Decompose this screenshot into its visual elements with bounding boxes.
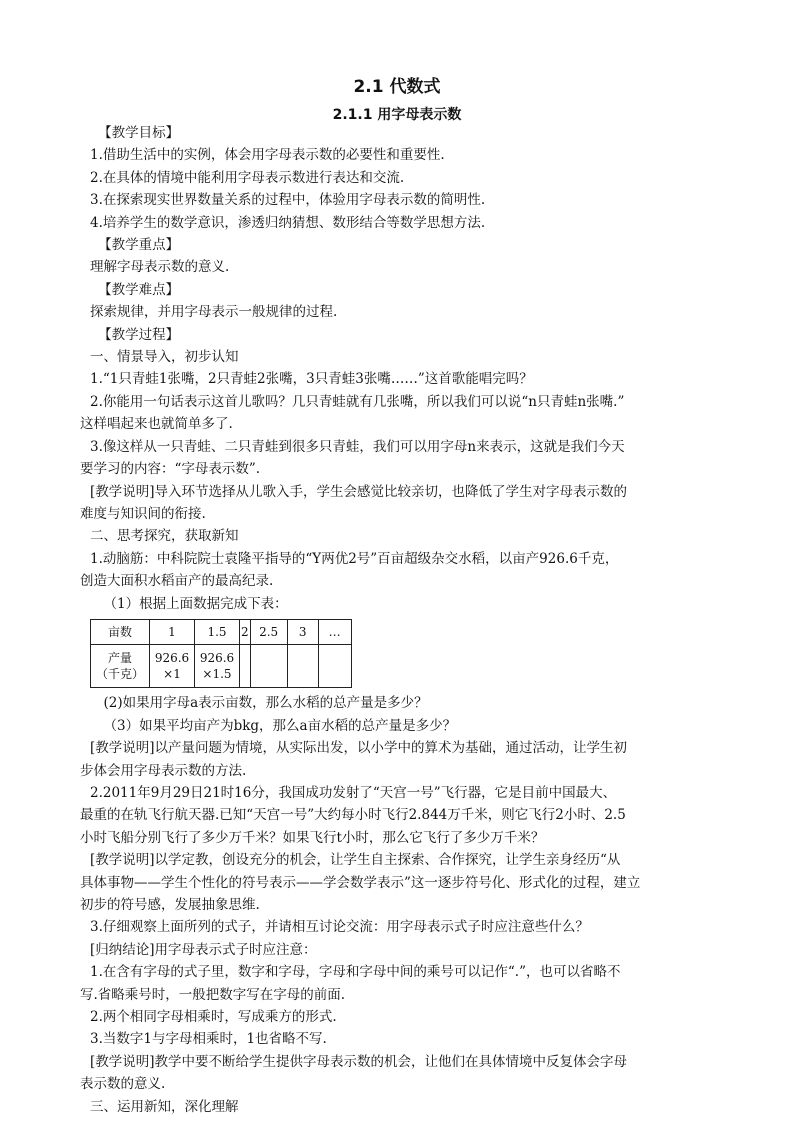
- document-subtitle: 2.1.1 用字母表示数: [332, 107, 462, 123]
- paragraph: 3.像这样从一只青蛙、二只青蛙到很多只青蛙，我们可以用字母n来表示，这就是我们今天: [90, 438, 625, 455]
- table-cell: 1.5: [195, 619, 240, 644]
- key-text: 理解字母表示数的意义.: [90, 259, 230, 276]
- question: (2)如果用字母a表示亩数，那么水稻的总产量是多少？: [103, 695, 428, 712]
- paragraph: 要学习的内容：“字母表示数”.: [80, 461, 261, 478]
- paragraph: 创造大面积水稻亩产的最高纪录.: [80, 573, 274, 590]
- teaching-note: 具体事物——学生个性化的符号表示——学会数学表示”这一逐步符号化、形式化的过程，建立: [80, 874, 641, 891]
- table-row: [91, 619, 352, 644]
- table-cell: [150, 645, 195, 688]
- table-cell: [91, 645, 150, 688]
- table-cell: 1: [150, 619, 195, 644]
- table-cell: 2.5: [250, 619, 287, 644]
- goal-item: 3.在探索现实世界数量关系的过程中，体验用字母表示数的简明性.: [90, 192, 486, 209]
- table-cell: [240, 645, 251, 688]
- difficult-heading: 【教学难点】: [98, 281, 180, 298]
- teaching-note: [教学说明]以学定教，创设充分的机会，让学生自主探索、合作探究，让学生亲身经历“从: [90, 852, 621, 869]
- teaching-note: 难度与知识间的衔接.: [80, 505, 206, 522]
- paragraph: 2.2011年9月29日21时16分，我国成功发射了“天宫一号”飞行器，它是目前中国最大、: [90, 784, 617, 801]
- cell-line: （千克）: [95, 667, 144, 682]
- goal-item: 2.在具体的情境中能利用字母表示数进行表达和交流.: [90, 169, 405, 186]
- paragraph: 3.仔细观察上面所列的式子，并请相互讨论交流：用字母表示式子时应注意些什么？: [90, 919, 589, 936]
- paragraph: 这样唱起来也就简单多了.: [80, 416, 233, 433]
- difficult-text: 探索规律，并用字母表示一般规律的过程.: [90, 304, 338, 321]
- paragraph: 2.你能用一句话表示这首儿歌吗？几只青蛙就有几张嘴，所以我们可以说“n只青蛙n张嘴.”: [90, 393, 625, 410]
- paragraph: 最重的在轨飞行航天器.已知“天宫一号”大约每小时飞行2.844万千米，则它飞行2小时、2.5: [80, 807, 626, 824]
- question: （3）如果平均亩产为bkg，那么a亩水稻的总产量是多少？: [103, 717, 457, 734]
- table-cell: [250, 645, 287, 688]
- table-cell: [195, 645, 240, 688]
- document-body: [80, 122, 730, 1118]
- teaching-note: [教学说明]教学中要不断给学生提供字母表示数的机会，让他们在具体情境中反复体会字母: [90, 1053, 628, 1070]
- cell-line: 926.6: [199, 651, 235, 666]
- table-cell: 3: [287, 619, 318, 644]
- cell-line: ×1.5: [202, 667, 232, 682]
- table-row: [91, 645, 352, 688]
- teaching-note: [教学说明]以产量问题为情境，从实际出发，以小学中的算术为基础，通过活动，让学生初: [90, 740, 628, 757]
- table-cell: [318, 645, 351, 688]
- table-cell: …: [318, 619, 351, 644]
- teaching-note: 步体会用字母表示数的方法.: [80, 762, 247, 779]
- table-cell: [287, 645, 318, 688]
- goal-item: 4.培养学生的数学意识，渗透归纳猜想、数形结合等数学思想方法.: [90, 214, 486, 231]
- paragraph: 1.“1只青蛙1张嘴，2只青蛙2张嘴，3只青蛙3张嘴……”这首歌能唱完吗？: [90, 371, 533, 388]
- cell-line: 产量: [107, 651, 132, 666]
- teaching-note: [教学说明]导入环节选择从儿歌入手，学生会感觉比较亲切，也降低了学生对字母表示数的: [90, 483, 628, 500]
- conclusion-heading: [归纳结论]用字母表示式子时应注意：: [90, 941, 317, 958]
- document-title: 2.1 代数式: [353, 77, 441, 97]
- question: （1）根据上面数据完成下表：: [103, 595, 288, 612]
- conclusion-item: 2.两个相同字母相乘时，写成乘方的形式.: [90, 1009, 337, 1026]
- table-cell: 2: [240, 619, 251, 644]
- cell-line: ×1: [163, 667, 181, 682]
- conclusion-item: 3.当数字1与字母相乘时，1也省略不写.: [90, 1031, 327, 1048]
- part3-heading: 三、运用新知，深化理解: [90, 1098, 239, 1115]
- cell-line: 926.6: [154, 651, 190, 666]
- part1-heading: 一、情景导入，初步认知: [90, 349, 239, 366]
- teaching-note: 表示数的意义.: [80, 1076, 166, 1093]
- table-cell: 亩数: [91, 619, 150, 644]
- key-heading: 【教学重点】: [98, 237, 180, 254]
- teaching-note: 初步的符号感，发展抽象思维.: [80, 897, 260, 913]
- paragraph: 1.动脑筋：中科院院士袁隆平指导的“Y两优2号”百亩超级杂交水稻，以亩产926.6千克，: [90, 550, 619, 567]
- conclusion-item: 1.在含有字母的式子里，数字和字母，字母和字母中间的乘号可以记作“.”，也可以省略不: [90, 964, 621, 981]
- conclusion-item: 写.省略乘号时，一般把数字写在字母的前面.: [80, 986, 346, 1003]
- part2-heading: 二、思考探究，获取新知: [90, 528, 239, 545]
- process-heading: 【教学过程】: [98, 326, 180, 343]
- goals-heading: 【教学目标】: [98, 125, 180, 141]
- data-table: [90, 619, 352, 688]
- goal-item: 1.借助生活中的实例，体会用字母表示数的必要性和重要性.: [90, 147, 445, 164]
- paragraph: 小时飞船分别飞行了多少万千米？如果飞行t小时，那么它飞行了多少万千米？: [80, 829, 545, 846]
